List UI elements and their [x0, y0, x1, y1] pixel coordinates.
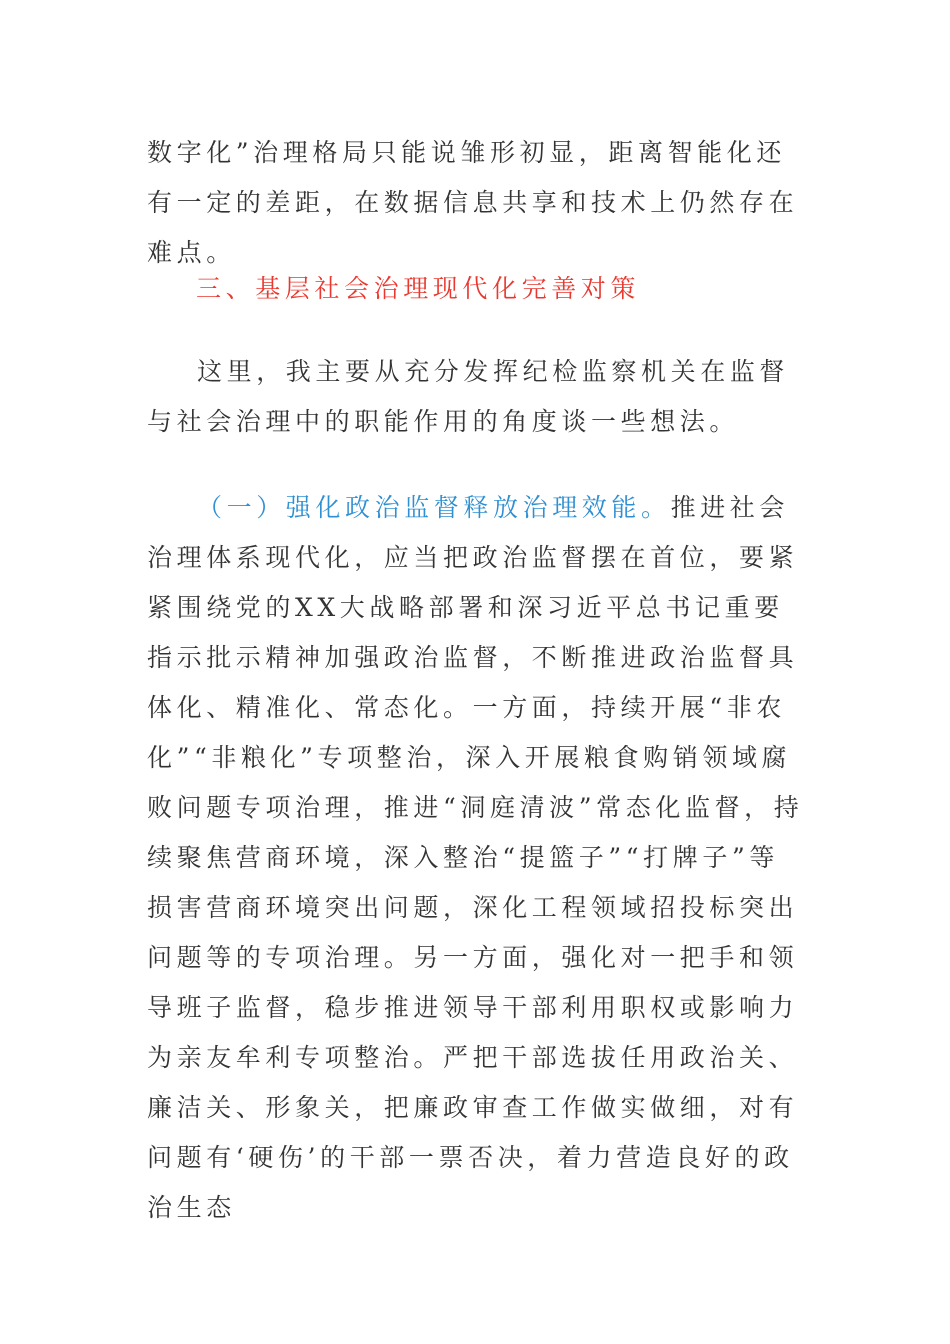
paragraph-intro: 这里，我主要从充分发挥纪检监察机关在监督与社会治理中的职能作用的角度谈一些想法。	[147, 357, 790, 436]
subsection-heading: （一）强化政治监督释放治理效能。	[197, 493, 671, 522]
section-heading: 三、基层社会治理现代化完善对策	[196, 274, 641, 303]
paragraph-digital-governance: 数字化”治理格局只能说雏形初显，距离智能化还有一定的差距，在数据信息共享和技术上仍然存在难点。	[147, 138, 799, 267]
paragraph-body: 推进社会治理体系现代化，应当把政治监督摆在首位，要紧紧围绕党的XX大战略部署和深习近平总书记重要指示批示精神加强政治监督，不断推进政治监督具体化、精准化、常态化。一方面，持续开展“非农化”“非粮化”专项整治，深入开展粮食购销领域腐败问题专项治理，推进“洞庭清波”常态化监督，持续聚焦营商环境，深入整治“提篮子”“打牌子”等损害营商环境突出问题，深化工程领域招投标突出问题等的专项治理。另一方面，强化对一把手和领导班子监督，稳步推进领导干部利用职权或影响力为亲友牟利专项整治。严把干部选拔任用政治关、廉洁关、形象关，把廉政审查工作做实做细，对有问题有‘硬伤’的干部一票否决，着力营造良好的政治生态	[147, 493, 804, 1222]
paragraph-political-supervision	[147, 483, 807, 1233]
